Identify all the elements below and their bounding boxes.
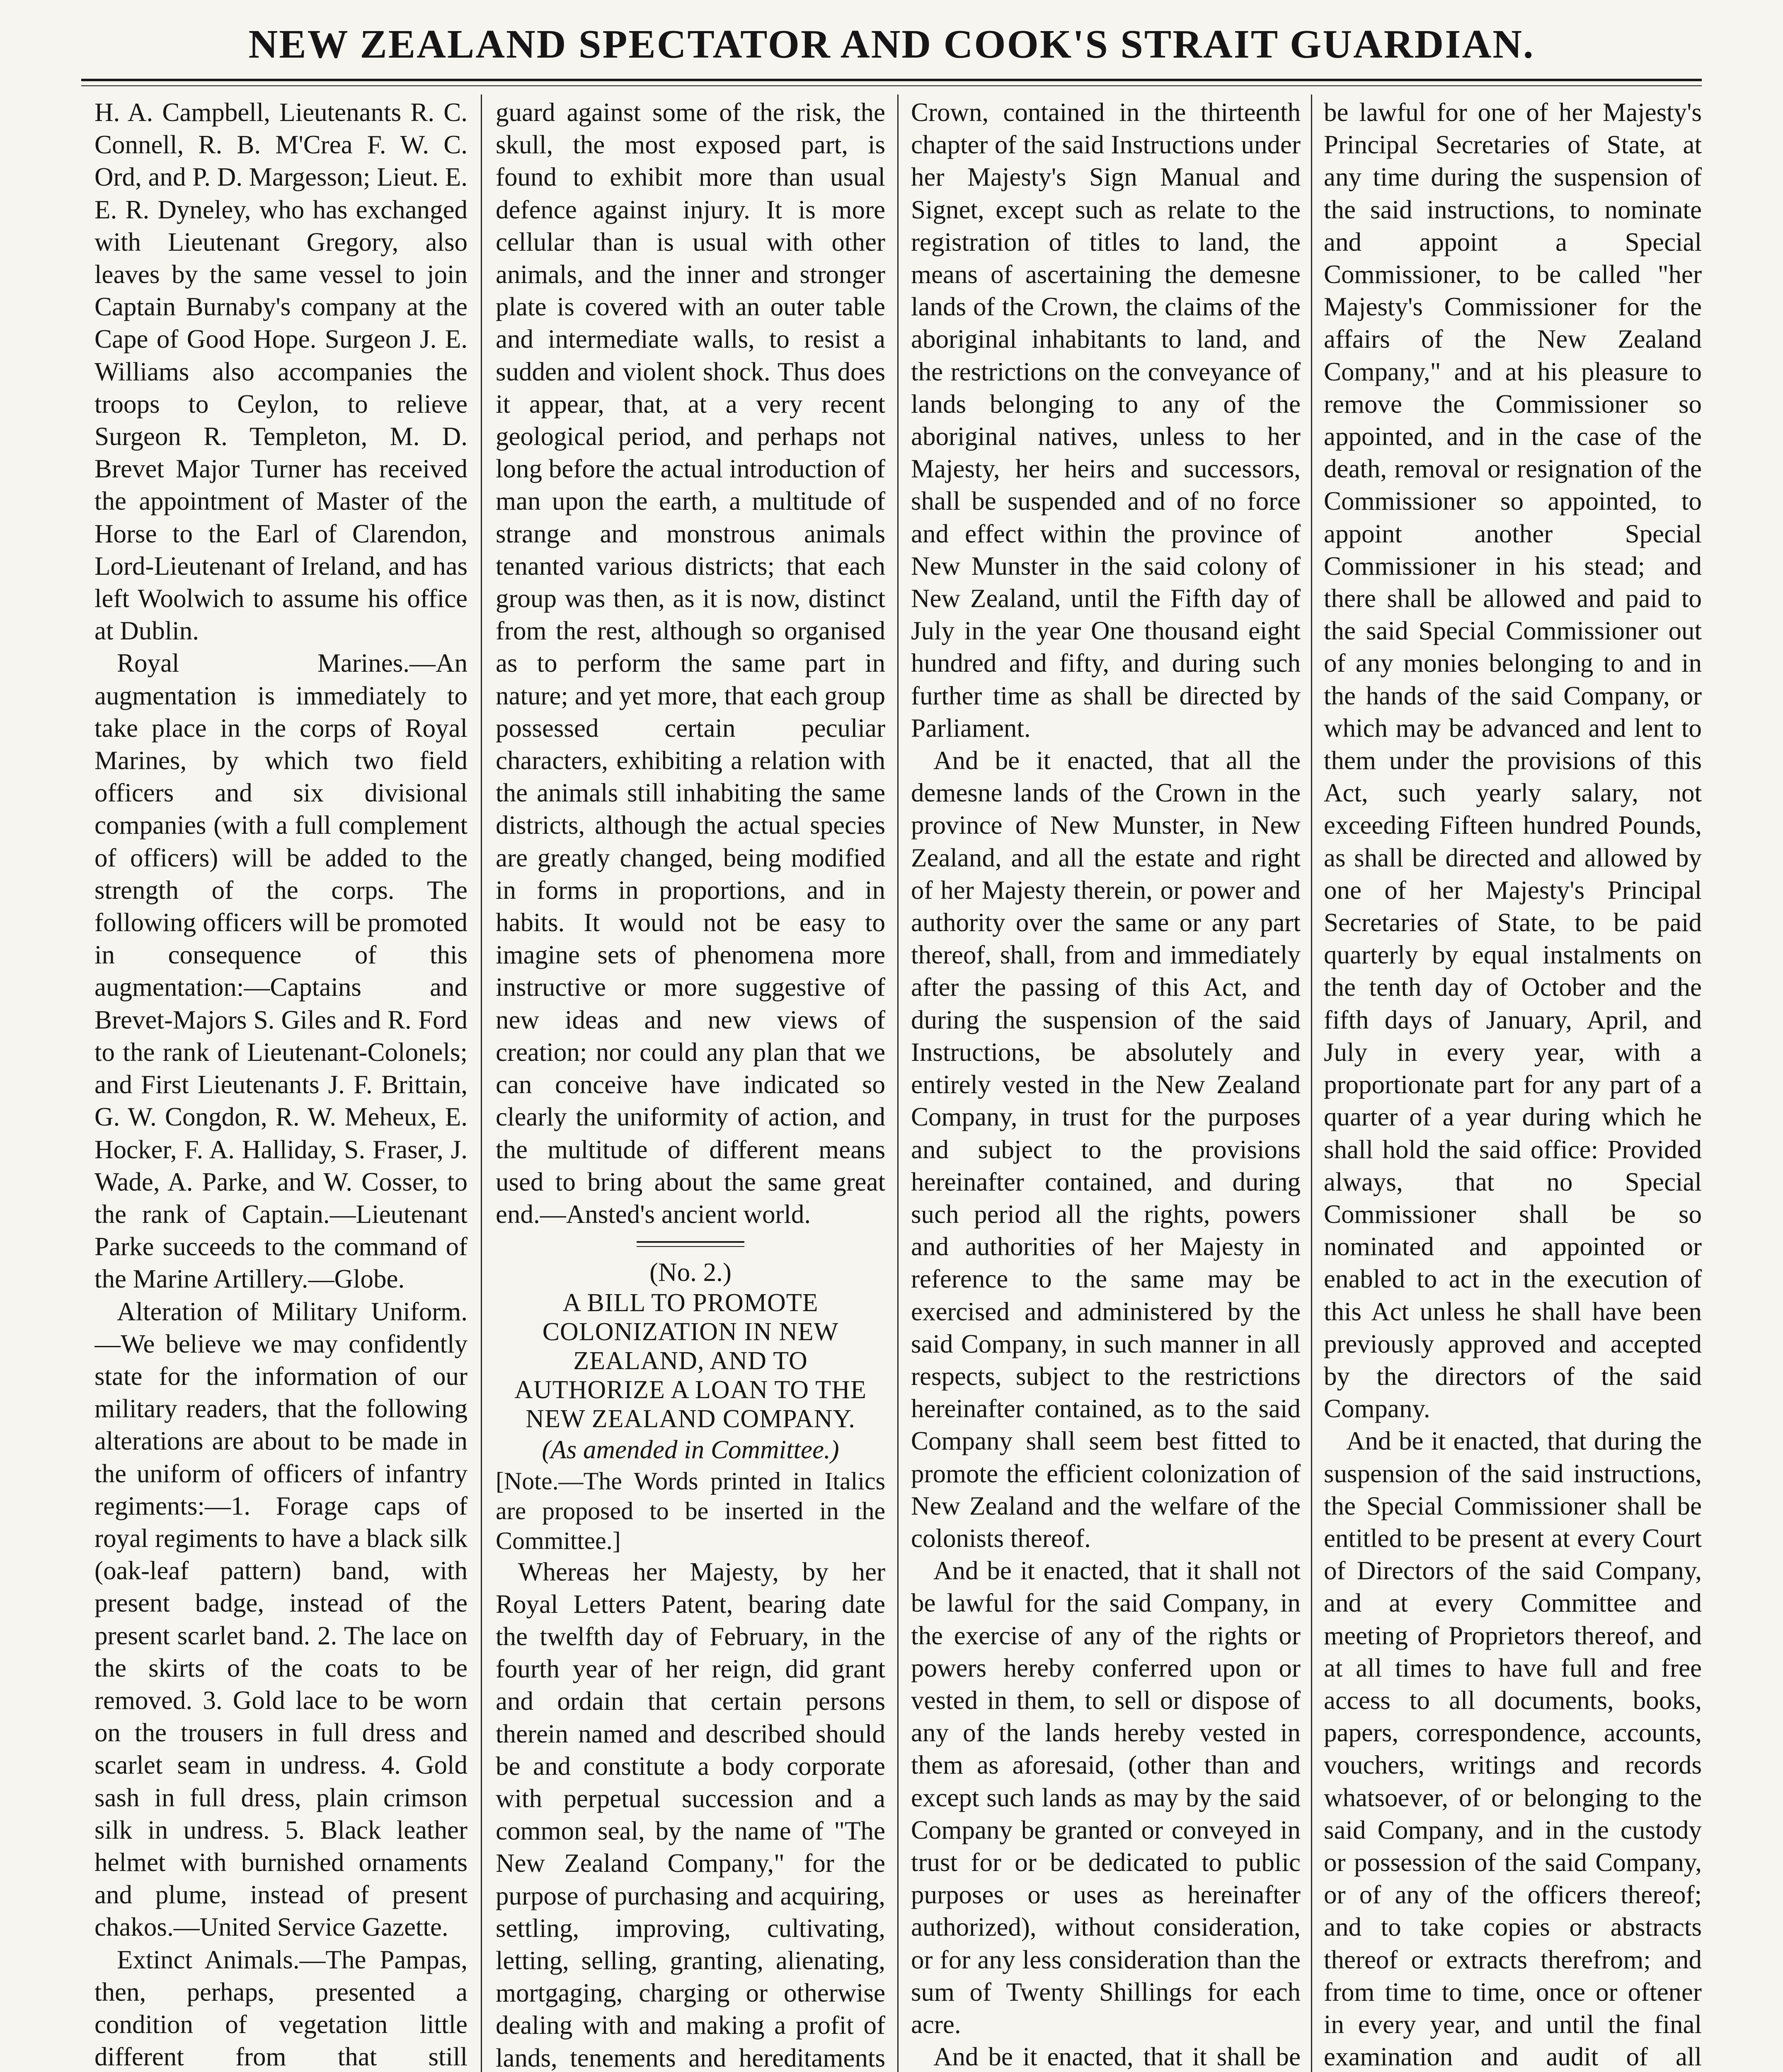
column-4 [1324, 96, 1702, 2072]
article-paragraph: H. A. Campbell, Lieutenants R. C. Connell, R. B. M'Crea F. W. C. Ord, and P. D. Margesson; Lieut. E. E. R. Dyneley, who has exchanged with Lieutenant Gregory, also leaves by the same vessel to join Captain Burnaby's company at the Cape of Good Hope. Surgeon J. E. Williams also accompanies the troops to Ceylon, to relieve Surgeon R. Templeton, M. D. Brevet Major Turner has received the appointment of Master of the Horse to the Earl of Clarendon, Lord-Lieutenant of Ireland, and has left Woolwich to assume his office at Dublin. [94, 98, 468, 646]
column-2 [496, 96, 885, 2072]
column-3 [911, 96, 1301, 2072]
article-paragraph: Alteration of Military Uniform.—We believe we may confidently state for the information of our military readers, that the following alterations are about to be made in the uniform of officers of infantry regiments:—1. Forage caps of royal regiments to have a black silk (oak-leaf pattern) band, with present badge, instead of the present scarlet band. 2. The lace on the skirts of the coats to be removed. 3. Gold lace to be worn on the trousers in full dress and scarlet seam in undress. 4. Gold sash in full dress, plain crimson silk in undress. 5. Black leather helmet with burnished ornaments and plume, instead of present chakos.—United Service Gazette. [94, 1297, 468, 1942]
column-divider [897, 94, 899, 2072]
masthead-rule [81, 79, 1702, 86]
bill-amended: (As amended in Committee.) [542, 1435, 839, 1464]
bill-number: (No. 2.) [649, 1258, 732, 1287]
column-divider [481, 94, 482, 2072]
column-1 [94, 96, 468, 2072]
bill-paragraph: And be it enacted, that it shall be [933, 2042, 1301, 2072]
article-paragraph: Extinct Animals.—The Pampas, then, perhaps, presented a condition of vegetation little different from that still [94, 1945, 468, 2072]
section-rule [637, 1241, 744, 1247]
bill-paragraph: And be it enacted, that all the demesne lands of the Crown in the province of New Munster, in New Zealand, and all the estate and right of her Majesty therein, or power and authority over the same or any part thereof, shall, from and immediately after the passing of this Act, and during the suspension of the said Instructions, be absolutely and entirely vested in the New Zealand Company, in trust for the purposes and subject to the provisions hereinafter contained, and during such period all the rights, powers and authorities of her Majesty in reference to the same may be exercised and administered by the said Company, in such manner in all respects, subject to the restrictions hereinafter contained, as to the said Company shall seem best fitted to promote the efficient colonization of New Zealand and the welfare of the colonists thereof. [911, 746, 1301, 1553]
bill-paragraph: Whereas her Majesty, by her Royal Letters Patent, bearing date the twelfth day of February, in the fourth year of her reign, did grant and ordain that certain persons therein named and described should be and constitute a body corporate with perpetual succession and a common seal, by the name of "The New Zealand Company," for the purpose of purchasing and acquiring, settling, improving, cultivating, letting, selling, granting, alienating, mortgaging, charging or otherwise dealing with and making a profit of lands, tenements and hereditaments [496, 1557, 885, 2072]
bill-paragraph: And be it enacted, that during the suspension of the said instructions, the Special Commissioner shall be entitled to be present at every Court of Directors of the said Company, and at every Committee and meeting of Proprietors thereof, and at all times to have full and free access to all documents, books, papers, correspondence, accounts, vouchers, writings and records whatsoever, of or belonging to the said Company, and in the custody or possession of the said Company, or of any of the officers thereof; and to take copies or abstracts thereof or extracts therefrom; and from time to time, once or oftener in every year, and until the final examination and audit of all [1324, 1426, 1702, 2072]
masthead-title: NEW ZEALAND SPECTATOR AND COOK'S STRAIT GUARDIAN. [248, 22, 1535, 67]
bill-paragraph: And be it enacted, that it shall not be lawful for the said Company, in the exercise of any of the rights or powers hereby conferred upon or vested in them, to sell or dispose of any of the lands hereby vested in them as aforesaid, (other than and except such lands as may by the said Company be granted or conveyed in trust for or be dedicated to public purposes or uses as hereinafter authorized), without consideration, or for any less consideration than the sum of Twenty Shillings for each acre. [911, 1556, 1301, 2039]
bill-paragraph: be lawful for one of her Majesty's Principal Secretaries of State, at any time during the suspension of the said instructions, to nominate and appoint a Special Commissioner, to be called "her Majesty's Commissioner for the affairs of the New Zealand Company," and at his pleasure to remove the Commissioner so appointed, and in the case of the death, removal or resignation of the Commissioner so appointed, to appoint another Special Commissioner in his stead; and there shall be allowed and paid to the said Special Commissioner out of any monies belonging to and in the hands of the said Company, or which may be advanced and lent to them under the provisions of this Act, such yearly salary, not exceeding Fifteen hundred Pounds, as shall be directed and allowed by one of her Majesty's Principal Secretaries of State, to be paid quarterly by equal instalments on the tenth day of October and the fifth days of January, April, and July in every year, with a proportionate part for any part of a quarter of a year during which he shall hold the said office: Provided always, that no Special Commissioner shall be so nominated and appointed or enabled to act in the execution of this Act unless he shall have been previously approved and accepted by the directors of the said Company. [1324, 98, 1702, 1423]
bill-title: A BILL TO PROMOTE COLONIZATION IN NEW ZEALAND, AND TO AUTHORIZE A LOAN TO THE NEW ZEALAND COMPANY. [514, 1289, 867, 1433]
bill-note: [Note.—The Words printed in Italics are proposed to be inserted in the Committee.] [496, 1467, 885, 1554]
article-paragraph: Royal Marines.—An augmentation is immediately to take place in the corps of Royal Marines, by which two field officers and six divisional companies (with a full complement of officers) will be added to the strength of the corps. The following officers will be promoted in consequence of this augmentation:—Captains and Brevet-Majors S. Giles and R. Ford to the rank of Lieutenant-Colonels; and First Lieutenants J. F. Brittain, G. W. Congdon, R. W. Meheux, E. Hocker, F. A. Halliday, S. Fraser, J. Wade, A. Parke, and W. Cosser, to the rank of Captain.—Lieutenant Parke succeeds to the command of the Marine Artillery.—Globe. [94, 649, 468, 1294]
article-paragraph: guard against some of the risk, the skull, the most exposed part, is found to exhibit more than usual defence against injury. It is more cellular than is usual with other animals, and the inner and stronger plate is covered with an outer table and intermediate walls, to resist a sudden and violent shock. Thus does it appear, that, at a very recent geological period, and perhaps not long before the actual introduction of man upon the earth, a multitude of strange and monstrous animals tenanted various districts; that each group was then, as it is now, distinct from the rest, although so organised as to perform the same part in nature; and yet more, that each group possessed certain peculiar characters, exhibiting a relation with the animals still inhabiting the same districts, although the actual species are greatly changed, being modified in forms in proportions, and in habits. It would not be easy to imagine sets of phenomena more instructive or more suggestive of new ideas and new views of creation; nor could any plan that we can conceive have indicated so clearly the uniformity of action, and the multitude of different means used to bring about the same great end.—Ansted's ancient world. [496, 98, 885, 1229]
column-divider [1311, 94, 1312, 2072]
bill-paragraph: Crown, contained in the thirteenth chapter of the said Instructions under her Majesty's Sign Manual and Signet, except such as relate to the registration of titles to land, the means of ascertaining the demesne lands of the Crown, the claims of the aboriginal inhabitants to land, and the restrictions on the conveyance of lands belonging to any of the aboriginal natives, unless to her Majesty, her heirs and successors, shall be suspended and of no force and effect within the province of New Munster in the said colony of New Zealand, until the Fifth day of July in the year One thousand eight hundred and fifty, and during such further time as shall be directed by Parliament. [911, 98, 1301, 743]
